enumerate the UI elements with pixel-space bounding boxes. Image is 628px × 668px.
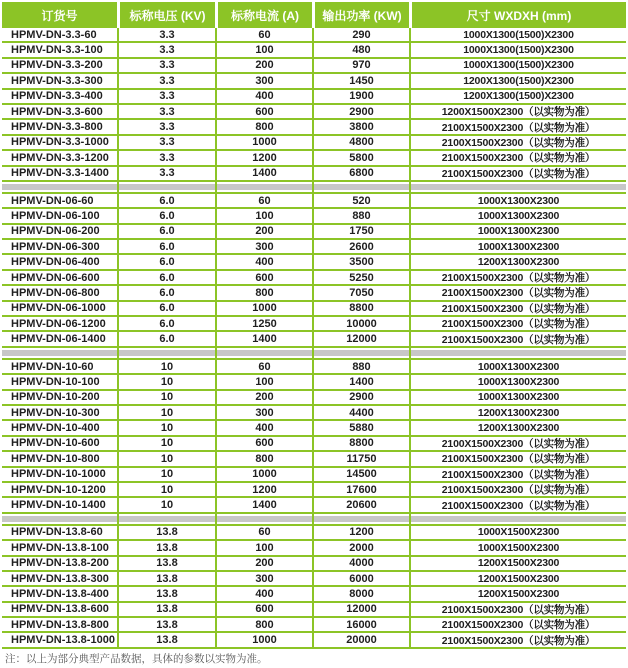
cell-output-power: 5800 bbox=[312, 151, 409, 164]
cell-rated-current: 60 bbox=[215, 360, 312, 373]
separator-gray-bar bbox=[411, 350, 626, 356]
table-row bbox=[2, 90, 626, 105]
cell-rated-current: 600 bbox=[215, 603, 312, 616]
cell-rated-current: 1250 bbox=[215, 317, 312, 330]
table-row bbox=[2, 572, 626, 587]
section-separator bbox=[2, 514, 626, 526]
table-row bbox=[2, 271, 626, 286]
table-row bbox=[2, 225, 626, 240]
cell-rated-current: 800 bbox=[215, 120, 312, 133]
table-row bbox=[2, 59, 626, 74]
table-row bbox=[2, 468, 626, 483]
cell-order-code: HPMV-DN-06-1200 bbox=[11, 317, 106, 330]
table-row bbox=[2, 332, 626, 347]
cell-rated-voltage: 3.3 bbox=[117, 90, 215, 103]
cell-dimensions: 1200X1500X2300（以实物为准） bbox=[409, 105, 626, 118]
separator-gray-bar bbox=[314, 516, 409, 522]
cell-output-power: 520 bbox=[312, 194, 409, 207]
cell-rated-current: 1000 bbox=[215, 633, 312, 646]
cell-rated-current: 60 bbox=[215, 194, 312, 207]
cell-output-power: 290 bbox=[312, 28, 409, 41]
cell-output-power: 1450 bbox=[312, 74, 409, 87]
separator-gray-bar bbox=[2, 516, 117, 522]
cell-rated-current: 400 bbox=[215, 587, 312, 600]
cell-order-code: HPMV-DN-06-60 bbox=[11, 194, 94, 207]
cell-rated-voltage: 3.3 bbox=[117, 59, 215, 72]
cell-order-code: HPMV-DN-10-60 bbox=[11, 360, 94, 373]
section-separator-cell bbox=[312, 514, 409, 524]
section-separator bbox=[2, 182, 626, 194]
cell-output-power: 20600 bbox=[312, 498, 409, 511]
cell-output-power: 2600 bbox=[312, 240, 409, 253]
cell-output-power: 10000 bbox=[312, 317, 409, 330]
cell-rated-current: 1000 bbox=[215, 302, 312, 315]
cell-output-power: 12000 bbox=[312, 603, 409, 616]
cell-rated-current: 600 bbox=[215, 105, 312, 118]
cell-dimensions: 1000X1300X2300 bbox=[409, 360, 626, 373]
cell-output-power: 8000 bbox=[312, 587, 409, 600]
cell-dimensions: 2100X1500X2300（以实物为准） bbox=[409, 633, 626, 646]
table-row bbox=[2, 603, 626, 618]
cell-order-code: HPMV-DN-3.3-300 bbox=[11, 74, 103, 87]
table-row bbox=[2, 391, 626, 406]
cell-rated-current: 300 bbox=[215, 74, 312, 87]
section-separator-cell bbox=[312, 182, 409, 192]
table-row bbox=[2, 437, 626, 452]
table-row bbox=[2, 74, 626, 89]
cell-dimensions: 2100X1500X2300（以实物为准） bbox=[409, 120, 626, 133]
cell-rated-voltage: 10 bbox=[117, 437, 215, 450]
cell-dimensions: 1000X1300(1500)X2300 bbox=[409, 59, 626, 72]
table-row bbox=[2, 406, 626, 421]
cell-dimensions: 2100X1500X2300（以实物为准） bbox=[409, 437, 626, 450]
cell-order-code: HPMV-DN-3.3-1400 bbox=[11, 167, 109, 180]
table-row bbox=[2, 526, 626, 541]
cell-rated-voltage: 13.8 bbox=[117, 541, 215, 554]
cell-rated-voltage: 3.3 bbox=[117, 105, 215, 118]
cell-rated-voltage: 13.8 bbox=[117, 618, 215, 631]
cell-order-code: HPMV-DN-3.3-400 bbox=[11, 90, 103, 103]
cell-order-code: HPMV-DN-06-1400 bbox=[11, 333, 106, 346]
cell-output-power: 970 bbox=[312, 59, 409, 72]
cell-output-power: 4400 bbox=[312, 406, 409, 419]
cell-output-power: 2000 bbox=[312, 541, 409, 554]
cell-rated-voltage: 3.3 bbox=[117, 120, 215, 133]
table-row bbox=[2, 587, 626, 602]
cell-rated-voltage: 10 bbox=[117, 421, 215, 434]
cell-rated-voltage: 6.0 bbox=[117, 286, 215, 299]
cell-output-power: 6000 bbox=[312, 572, 409, 585]
cell-order-code: HPMV-DN-13.8-200 bbox=[11, 557, 109, 570]
cell-rated-voltage: 6.0 bbox=[117, 194, 215, 207]
table-row bbox=[2, 421, 626, 436]
cell-rated-current: 200 bbox=[215, 59, 312, 72]
cell-order-code: HPMV-DN-13.8-600 bbox=[11, 603, 109, 616]
cell-rated-current: 400 bbox=[215, 421, 312, 434]
cell-rated-voltage: 10 bbox=[117, 452, 215, 465]
section-separator-cell bbox=[2, 182, 117, 192]
cell-dimensions: 2100X1500X2300（以实物为准） bbox=[409, 498, 626, 511]
cell-rated-current: 60 bbox=[215, 28, 312, 41]
section-separator-cell bbox=[117, 348, 215, 358]
section-separator-cell bbox=[117, 514, 215, 524]
table-row bbox=[2, 375, 626, 390]
cell-dimensions: 1000X1300X2300 bbox=[409, 225, 626, 238]
table-row bbox=[2, 194, 626, 209]
cell-rated-current: 1400 bbox=[215, 332, 312, 345]
cell-rated-voltage: 3.3 bbox=[117, 136, 215, 149]
section-separator-cell bbox=[117, 182, 215, 192]
cell-dimensions: 1000X1300X2300 bbox=[409, 240, 626, 253]
cell-order-code: HPMV-DN-06-100 bbox=[11, 209, 100, 222]
cell-dimensions: 1200X1300(1500)X2300 bbox=[409, 90, 626, 103]
cell-rated-voltage: 6.0 bbox=[117, 225, 215, 238]
table-row bbox=[2, 286, 626, 301]
cell-dimensions: 1000X1300(1500)X2300 bbox=[409, 43, 626, 56]
cell-output-power: 6800 bbox=[312, 167, 409, 180]
cell-dimensions: 1000X1300X2300 bbox=[409, 209, 626, 222]
cell-dimensions: 2100X1500X2300（以实物为准） bbox=[409, 483, 626, 496]
cell-rated-voltage: 13.8 bbox=[117, 633, 215, 646]
cell-rated-current: 600 bbox=[215, 271, 312, 284]
table-row bbox=[2, 452, 626, 467]
cell-order-code: HPMV-DN-3.3-100 bbox=[11, 44, 103, 57]
separator-gray-bar bbox=[2, 350, 117, 356]
cell-dimensions: 2100X1500X2300（以实物为准） bbox=[409, 302, 626, 315]
cell-dimensions: 2100X1500X2300（以实物为准） bbox=[409, 468, 626, 481]
table-row bbox=[2, 360, 626, 375]
cell-dimensions: 2100X1500X2300（以实物为准） bbox=[409, 286, 626, 299]
separator-gray-bar bbox=[314, 184, 409, 190]
cell-order-code: HPMV-DN-10-200 bbox=[11, 391, 100, 404]
section-separator bbox=[2, 348, 626, 360]
cell-rated-voltage: 3.3 bbox=[117, 74, 215, 87]
cell-rated-current: 60 bbox=[215, 526, 312, 539]
cell-rated-current: 1400 bbox=[215, 498, 312, 511]
cell-output-power: 16000 bbox=[312, 618, 409, 631]
cell-output-power: 8800 bbox=[312, 302, 409, 315]
cell-dimensions: 2100X1500X2300（以实物为准） bbox=[409, 452, 626, 465]
cell-order-code: HPMV-DN-3.3-60 bbox=[11, 28, 97, 41]
table-row bbox=[2, 209, 626, 224]
cell-order-code: HPMV-DN-3.3-600 bbox=[11, 105, 103, 118]
cell-output-power: 1200 bbox=[312, 526, 409, 539]
cell-output-power: 1400 bbox=[312, 375, 409, 388]
cell-rated-voltage: 10 bbox=[117, 468, 215, 481]
header-rated-current: 标称电流 (A) bbox=[215, 2, 312, 28]
section-separator-cell bbox=[409, 348, 626, 358]
separator-gray-bar bbox=[217, 516, 312, 522]
cell-rated-current: 400 bbox=[215, 90, 312, 103]
separator-gray-bar bbox=[217, 350, 312, 356]
section-separator-cell bbox=[409, 514, 626, 524]
cell-order-code: HPMV-DN-3.3-200 bbox=[11, 59, 103, 72]
cell-order-code: HPMV-DN-06-200 bbox=[11, 225, 100, 238]
footer-note: 注：以上为部分典型产品数据，具体的参数以实物为准。 bbox=[5, 653, 268, 665]
cell-rated-current: 300 bbox=[215, 406, 312, 419]
header-dimensions: 尺寸 WXDXH (mm) bbox=[409, 2, 626, 28]
cell-order-code: HPMV-DN-10-100 bbox=[11, 375, 100, 388]
section-separator-cell bbox=[312, 348, 409, 358]
cell-rated-voltage: 3.3 bbox=[117, 167, 215, 180]
cell-output-power: 2900 bbox=[312, 105, 409, 118]
cell-rated-current: 200 bbox=[215, 557, 312, 570]
cell-rated-current: 100 bbox=[215, 209, 312, 222]
header-output-power: 输出功率 (KW) bbox=[312, 2, 409, 28]
separator-gray-bar bbox=[2, 184, 117, 190]
cell-output-power: 2900 bbox=[312, 391, 409, 404]
cell-dimensions: 2100X1500X2300（以实物为准） bbox=[409, 603, 626, 616]
cell-rated-voltage: 13.8 bbox=[117, 587, 215, 600]
cell-rated-current: 400 bbox=[215, 255, 312, 268]
table-row bbox=[2, 541, 626, 556]
cell-rated-current: 600 bbox=[215, 437, 312, 450]
cell-output-power: 3800 bbox=[312, 120, 409, 133]
cell-rated-voltage: 10 bbox=[117, 406, 215, 419]
cell-dimensions: 2100X1500X2300（以实物为准） bbox=[409, 271, 626, 284]
separator-gray-bar bbox=[119, 516, 215, 522]
cell-rated-voltage: 6.0 bbox=[117, 271, 215, 284]
table-row bbox=[2, 167, 626, 182]
table-row bbox=[2, 43, 626, 58]
cell-output-power: 880 bbox=[312, 360, 409, 373]
cell-dimensions: 2100X1500X2300（以实物为准） bbox=[409, 136, 626, 149]
product-spec-table bbox=[2, 2, 626, 649]
table-row bbox=[2, 240, 626, 255]
cell-dimensions: 1000X1300X2300 bbox=[409, 194, 626, 207]
table-row bbox=[2, 28, 626, 43]
cell-rated-voltage: 10 bbox=[117, 391, 215, 404]
cell-rated-voltage: 6.0 bbox=[117, 255, 215, 268]
cell-output-power: 12000 bbox=[312, 332, 409, 345]
table-row bbox=[2, 302, 626, 317]
section-separator-cell bbox=[215, 182, 312, 192]
cell-dimensions: 1200X1300X2300 bbox=[409, 255, 626, 268]
cell-dimensions: 1200X1500X2300 bbox=[409, 587, 626, 600]
cell-output-power: 7050 bbox=[312, 286, 409, 299]
cell-order-code: HPMV-DN-06-400 bbox=[11, 256, 100, 269]
cell-rated-current: 1000 bbox=[215, 468, 312, 481]
cell-output-power: 1900 bbox=[312, 90, 409, 103]
cell-rated-voltage: 6.0 bbox=[117, 209, 215, 222]
table-row bbox=[2, 255, 626, 270]
cell-order-code: HPMV-DN-13.8-60 bbox=[11, 526, 103, 539]
separator-gray-bar bbox=[119, 350, 215, 356]
separator-gray-bar bbox=[119, 184, 215, 190]
cell-order-code: HPMV-DN-10-800 bbox=[11, 452, 100, 465]
cell-rated-voltage: 13.8 bbox=[117, 603, 215, 616]
cell-rated-voltage: 6.0 bbox=[117, 240, 215, 253]
cell-order-code: HPMV-DN-10-600 bbox=[11, 437, 100, 450]
separator-gray-bar bbox=[411, 516, 626, 522]
cell-output-power: 4000 bbox=[312, 557, 409, 570]
table-row bbox=[2, 105, 626, 120]
cell-rated-voltage: 10 bbox=[117, 498, 215, 511]
section-separator-cell bbox=[409, 182, 626, 192]
cell-output-power: 4800 bbox=[312, 136, 409, 149]
cell-order-code: HPMV-DN-06-300 bbox=[11, 240, 100, 253]
header-rated-voltage: 标称电压 (KV) bbox=[117, 2, 215, 28]
cell-dimensions: 1200X1300X2300 bbox=[409, 406, 626, 419]
cell-rated-voltage: 6.0 bbox=[117, 302, 215, 315]
cell-rated-current: 1000 bbox=[215, 136, 312, 149]
cell-dimensions: 1200X1500X2300 bbox=[409, 572, 626, 585]
cell-rated-current: 300 bbox=[215, 240, 312, 253]
header-order-code: 订货号 bbox=[2, 2, 117, 28]
cell-rated-current: 100 bbox=[215, 375, 312, 388]
cell-dimensions: 1000X1300X2300 bbox=[409, 375, 626, 388]
separator-gray-bar bbox=[217, 184, 312, 190]
cell-rated-voltage: 3.3 bbox=[117, 28, 215, 41]
cell-order-code: HPMV-DN-06-800 bbox=[11, 286, 100, 299]
cell-output-power: 1750 bbox=[312, 225, 409, 238]
cell-dimensions: 2100X1500X2300（以实物为准） bbox=[409, 317, 626, 330]
cell-dimensions: 2100X1500X2300（以实物为准） bbox=[409, 332, 626, 345]
cell-dimensions: 1200X1500X2300 bbox=[409, 557, 626, 570]
cell-rated-current: 800 bbox=[215, 452, 312, 465]
cell-order-code: HPMV-DN-13.8-400 bbox=[11, 587, 109, 600]
cell-dimensions: 2100X1500X2300（以实物为准） bbox=[409, 167, 626, 180]
cell-order-code: HPMV-DN-10-300 bbox=[11, 406, 100, 419]
cell-rated-current: 200 bbox=[215, 225, 312, 238]
cell-dimensions: 1200X1300X2300 bbox=[409, 421, 626, 434]
table-row bbox=[2, 317, 626, 332]
cell-dimensions: 1000X1300(1500)X2300 bbox=[409, 28, 626, 41]
cell-order-code: HPMV-DN-13.8-1000 bbox=[11, 634, 115, 647]
table-row bbox=[2, 633, 626, 648]
cell-rated-voltage: 13.8 bbox=[117, 572, 215, 585]
cell-order-code: HPMV-DN-10-400 bbox=[11, 422, 100, 435]
cell-rated-current: 200 bbox=[215, 391, 312, 404]
table-body bbox=[2, 28, 626, 649]
cell-dimensions: 1000X1300X2300 bbox=[409, 391, 626, 404]
cell-output-power: 8800 bbox=[312, 437, 409, 450]
cell-output-power: 14500 bbox=[312, 468, 409, 481]
cell-order-code: HPMV-DN-06-600 bbox=[11, 271, 100, 284]
table-row bbox=[2, 136, 626, 151]
table-row bbox=[2, 120, 626, 135]
cell-order-code: HPMV-DN-3.3-1200 bbox=[11, 151, 109, 164]
cell-order-code: HPMV-DN-10-1400 bbox=[11, 499, 106, 512]
cell-rated-current: 1200 bbox=[215, 151, 312, 164]
cell-order-code: HPMV-DN-3.3-800 bbox=[11, 121, 103, 134]
cell-output-power: 17600 bbox=[312, 483, 409, 496]
table-row bbox=[2, 618, 626, 633]
section-separator-cell bbox=[2, 348, 117, 358]
cell-output-power: 480 bbox=[312, 43, 409, 56]
section-separator-cell bbox=[215, 514, 312, 524]
cell-rated-current: 300 bbox=[215, 572, 312, 585]
cell-output-power: 5880 bbox=[312, 421, 409, 434]
section-separator-cell bbox=[2, 514, 117, 524]
cell-rated-current: 800 bbox=[215, 618, 312, 631]
cell-dimensions: 1000X1500X2300 bbox=[409, 541, 626, 554]
table-row bbox=[2, 151, 626, 166]
cell-order-code: HPMV-DN-10-1000 bbox=[11, 468, 106, 481]
cell-rated-current: 1200 bbox=[215, 483, 312, 496]
cell-rated-current: 1400 bbox=[215, 167, 312, 180]
cell-rated-voltage: 3.3 bbox=[117, 151, 215, 164]
cell-dimensions: 2100X1500X2300（以实物为准） bbox=[409, 151, 626, 164]
cell-rated-voltage: 10 bbox=[117, 360, 215, 373]
cell-output-power: 20000 bbox=[312, 633, 409, 646]
cell-output-power: 11750 bbox=[312, 452, 409, 465]
cell-rated-voltage: 3.3 bbox=[117, 43, 215, 56]
cell-rated-current: 100 bbox=[215, 43, 312, 56]
table-row bbox=[2, 557, 626, 572]
table-row bbox=[2, 483, 626, 498]
separator-gray-bar bbox=[314, 350, 409, 356]
cell-output-power: 880 bbox=[312, 209, 409, 222]
cell-rated-voltage: 10 bbox=[117, 483, 215, 496]
cell-order-code: HPMV-DN-13.8-300 bbox=[11, 572, 109, 585]
cell-dimensions: 1200X1300(1500)X2300 bbox=[409, 74, 626, 87]
cell-rated-voltage: 6.0 bbox=[117, 332, 215, 345]
cell-rated-voltage: 13.8 bbox=[117, 557, 215, 570]
table-header-row bbox=[2, 2, 626, 28]
cell-output-power: 3500 bbox=[312, 255, 409, 268]
cell-rated-voltage: 13.8 bbox=[117, 526, 215, 539]
cell-rated-current: 100 bbox=[215, 541, 312, 554]
cell-dimensions: 2100X1500X2300（以实物为准） bbox=[409, 618, 626, 631]
cell-order-code: HPMV-DN-3.3-1000 bbox=[11, 136, 109, 149]
section-separator-cell bbox=[215, 348, 312, 358]
cell-dimensions: 1000X1500X2300 bbox=[409, 526, 626, 539]
cell-output-power: 5250 bbox=[312, 271, 409, 284]
cell-rated-current: 800 bbox=[215, 286, 312, 299]
cell-order-code: HPMV-DN-10-1200 bbox=[11, 483, 106, 496]
cell-order-code: HPMV-DN-13.8-100 bbox=[11, 541, 109, 554]
table-row bbox=[2, 498, 626, 513]
cell-order-code: HPMV-DN-06-1000 bbox=[11, 302, 106, 315]
cell-rated-voltage: 6.0 bbox=[117, 317, 215, 330]
cell-order-code: HPMV-DN-13.8-800 bbox=[11, 618, 109, 631]
separator-gray-bar bbox=[411, 184, 626, 190]
cell-rated-voltage: 10 bbox=[117, 375, 215, 388]
